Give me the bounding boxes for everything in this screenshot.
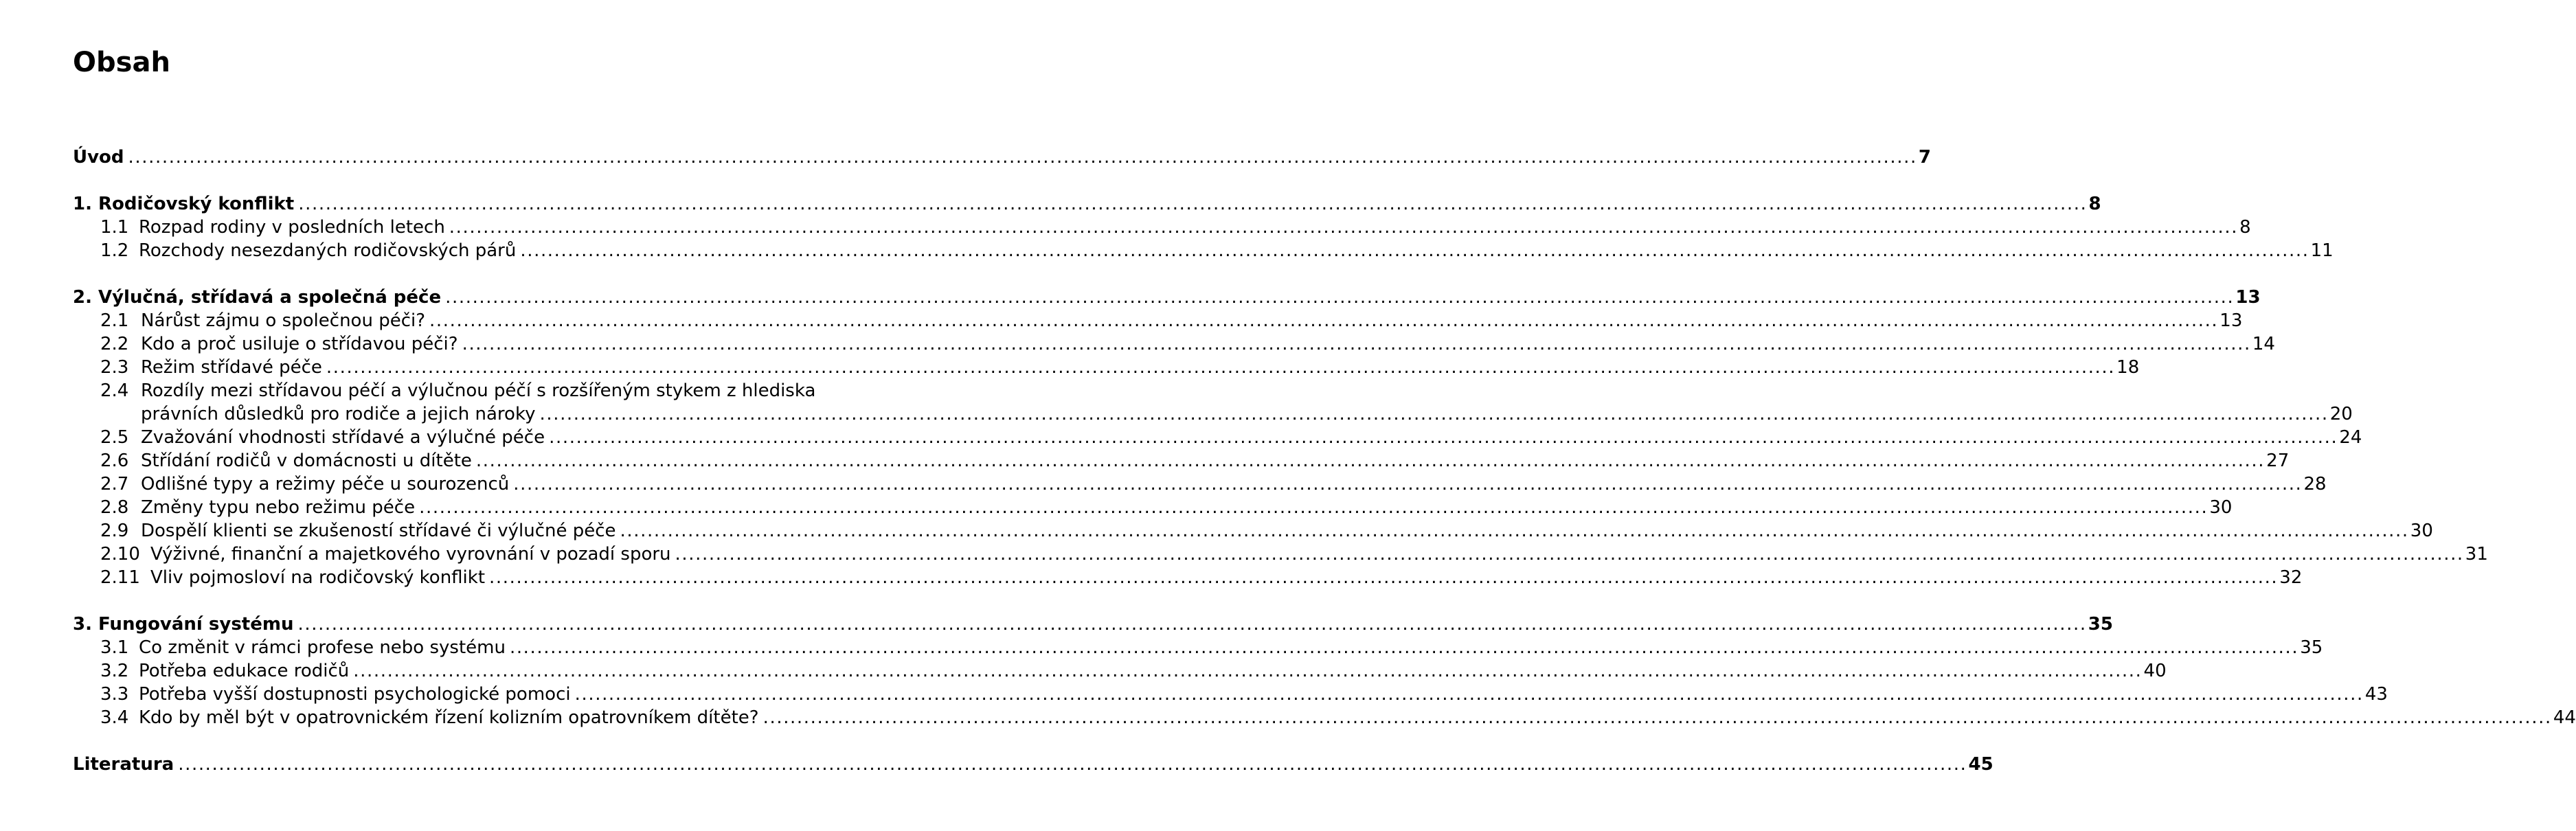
toc-page-number: 43 — [2364, 684, 2388, 705]
toc-page-number: 40 — [2143, 661, 2167, 681]
toc-page-number: 45 — [1968, 754, 1993, 775]
toc-section-number: 2.6 — [100, 451, 129, 471]
toc-entry-title: Zvažování vhodnosti střídavé a výlučné péče — [141, 427, 545, 448]
toc-section-number: 2.11 — [100, 567, 140, 588]
toc-entry-literature[interactable] — [73, 753, 1993, 776]
toc-section-number: 3.2 — [100, 661, 129, 681]
dot-leader — [476, 449, 2265, 473]
toc-section-3-3[interactable] — [73, 683, 2388, 706]
toc-section-2-7[interactable] — [73, 473, 2327, 496]
toc-page-number: 8 — [2088, 194, 2101, 214]
toc-entry-title: Potřeba vyšší dostupnosti psychologické pomoci — [139, 684, 571, 705]
toc-page-number: 7 — [1918, 147, 1931, 168]
toc-section-3-2[interactable] — [73, 659, 2167, 683]
dot-leader — [539, 402, 2328, 426]
toc-chapter-3[interactable] — [73, 613, 2113, 636]
toc-entry-title: Rozdíly mezi střídavou péčí a výlučnou péčí s rozšířeným stykem z hlediska — [141, 380, 816, 401]
toc-chapter-number: 3. — [73, 614, 92, 635]
dot-leader — [298, 192, 2087, 216]
toc-entry-title: Nárůst zájmu o společnou péči? — [141, 310, 426, 331]
dot-leader — [178, 753, 1967, 776]
dot-leader — [445, 286, 2234, 309]
toc-section-2-11[interactable] — [73, 566, 2303, 589]
dot-leader — [449, 216, 2238, 239]
toc-entry-title: Kdo by měl být v opatrovnickém řízení kolizním opatrovníkem dítěte? — [139, 707, 759, 728]
toc-section-number: 2.9 — [100, 521, 129, 541]
toc-page-number: 31 — [2465, 544, 2488, 565]
toc-entry-title: Potřeba edukace rodičů — [139, 661, 350, 681]
toc-entry-title: Fungování systému — [98, 614, 294, 635]
toc-page-number: 28 — [2303, 474, 2327, 494]
toc-page-number: 18 — [2116, 357, 2140, 378]
toc-section-2-8[interactable] — [73, 496, 2233, 519]
toc-page-number: 44 — [2553, 707, 2576, 728]
toc-entry-title: Rozchody nesezdaných rodičovských párů — [139, 240, 517, 261]
toc-page-number: 24 — [2339, 427, 2362, 448]
toc-entry-title: Režim střídavé péče — [141, 357, 322, 378]
toc-entry-title: Vliv pojmosloví na rodičovský konflikt — [150, 567, 486, 588]
toc-section-2-9[interactable] — [73, 519, 2433, 543]
dot-leader — [429, 309, 2218, 332]
toc-entry-title: Rodičovský konflikt — [98, 194, 295, 214]
toc-section-3-1[interactable] — [73, 636, 2323, 659]
dot-leader — [128, 146, 1917, 169]
dot-leader — [513, 473, 2302, 496]
dot-leader — [489, 566, 2278, 589]
toc-section-3-4[interactable] — [73, 706, 2576, 729]
toc-section-number: 2.4 — [100, 380, 129, 401]
dot-leader — [326, 356, 2115, 379]
dot-leader — [575, 683, 2364, 706]
toc-section-number: 2.5 — [100, 427, 129, 448]
dot-leader — [549, 426, 2338, 449]
toc-section-2-3[interactable] — [73, 356, 2140, 379]
toc-entry-title: Střídání rodičů v domácnosti u dítěte — [141, 451, 472, 471]
toc-entry-title: Změny typu nebo režimu péče — [141, 497, 416, 518]
toc-entry-title: Co změnit v rámci profese nebo systému — [139, 637, 506, 658]
toc-page-number: 13 — [2235, 287, 2261, 308]
toc-section-number: 2.7 — [100, 474, 129, 494]
toc-section-number: 1.1 — [100, 217, 129, 238]
toc-section-number: 2.2 — [100, 334, 129, 354]
dot-leader — [510, 636, 2298, 659]
toc-entry-title: Úvod — [73, 147, 124, 168]
toc-entry-intro[interactable] — [73, 146, 1931, 169]
toc-section-2-2[interactable] — [73, 332, 2275, 356]
toc-section-number: 2.8 — [100, 497, 129, 518]
page-title: Obsah — [73, 47, 170, 78]
toc-section-number: 2.10 — [100, 544, 140, 565]
toc-page-number: 14 — [2252, 334, 2275, 354]
toc-page-number: 30 — [2209, 497, 2233, 518]
toc-section-1-1[interactable] — [73, 216, 2251, 239]
toc-chapter-number: 2. — [73, 287, 92, 308]
toc-section-number: 2.3 — [100, 357, 129, 378]
toc-page-number: 8 — [2239, 217, 2251, 238]
dot-leader — [675, 543, 2464, 566]
toc-page-number: 32 — [2279, 567, 2303, 588]
toc-section-number: 3.3 — [100, 684, 129, 705]
toc-section-2-6[interactable] — [73, 449, 2290, 473]
toc-entry-title: Kdo a proč usiluje o střídavou péči? — [141, 334, 458, 354]
toc-section-1-2[interactable] — [73, 239, 2334, 262]
dot-leader — [419, 496, 2208, 519]
toc-chapter-2[interactable] — [73, 286, 2261, 309]
toc-entry-title: Literatura — [73, 754, 174, 775]
toc-page-number: 20 — [2329, 404, 2353, 424]
dot-leader — [763, 706, 2552, 729]
dot-leader — [297, 613, 2086, 636]
toc-entry-title: Odlišné typy a režimy péče u sourozenců — [141, 474, 510, 494]
table-of-contents — [73, 146, 2576, 776]
toc-entry-title: Dospělí klienti se zkušeností střídavé či výlučné péče — [141, 521, 616, 541]
toc-section-2-4[interactable] — [73, 379, 2353, 426]
toc-section-2-5[interactable] — [73, 426, 2362, 449]
toc-section-number: 3.4 — [100, 707, 129, 728]
toc-section-number: 2.1 — [100, 310, 129, 331]
toc-page-number: 27 — [2266, 451, 2290, 471]
toc-chapter-number: 1. — [73, 194, 92, 214]
toc-entry-title: Výživné, finanční a majetkového vyrovnání v pozadí sporu — [150, 544, 671, 565]
toc-section-2-10[interactable] — [73, 543, 2488, 566]
toc-chapter-1[interactable] — [73, 192, 2101, 216]
toc-entry-title-continued: právních důsledků pro rodiče a jejich nároky — [141, 404, 536, 424]
toc-section-2-1[interactable] — [73, 309, 2243, 332]
toc-page-number: 30 — [2410, 521, 2433, 541]
toc-page-number: 35 — [2300, 637, 2323, 658]
toc-section-number: 3.1 — [100, 637, 129, 658]
dot-leader — [520, 239, 2309, 262]
toc-section-number: 1.2 — [100, 240, 129, 261]
toc-entry-title: Výlučná, střídavá a společná péče — [98, 287, 442, 308]
toc-page-number: 11 — [2310, 240, 2334, 261]
dot-leader — [620, 519, 2409, 543]
toc-page-number: 13 — [2219, 310, 2243, 331]
toc-entry-title: Rozpad rodiny v posledních letech — [139, 217, 445, 238]
toc-page-number: 35 — [2088, 614, 2113, 635]
dot-leader — [353, 659, 2142, 683]
dot-leader — [462, 332, 2251, 356]
